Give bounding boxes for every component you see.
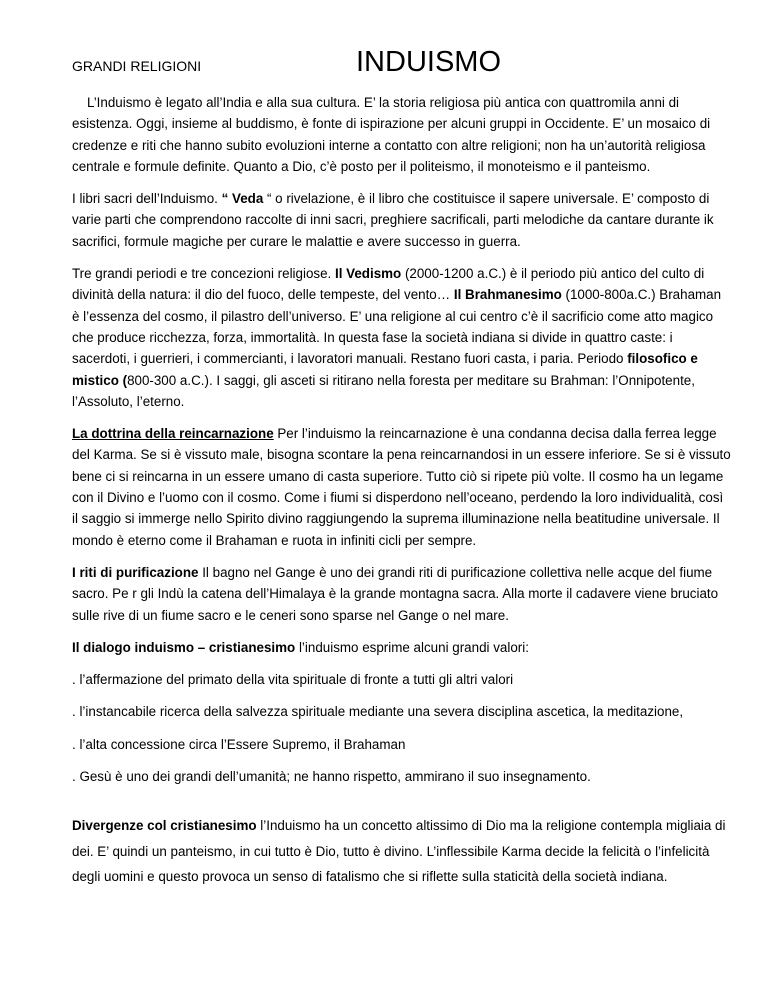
vedismo-term: Il Vedismo (335, 266, 402, 282)
document-page (72, 0, 732, 890)
riti-text: Il bagno nel Gange è uno dei grandi riti di purificazione collettiva nelle acque del fiume sacro. Pe r gli Indù la catena dell’Himalaya è la grande montagna sacra. Alla morte il cadavere viene bruciato sulle rive di un fiume sacro e le ceneri sono sparse nel Gange o nel mare. (72, 564, 719, 623)
periodi-paragraph (72, 263, 732, 412)
list-item: . l’affermazione del primato della vita spirituale di fronte a tutti gli altri valori (72, 672, 514, 688)
reincarnazione-text: Per l’induismo la reincarnazione è una condanna decisa dalla ferrea legge del Karma. Se si è vissuto male, bisogna scontare la pena reincarnandosi in un essere inferiore. Se si è vissuto bene ci si reincarna in un essere umano di casta superiore. Tutto ciò si ripete più volte. Il cosmo ha un legame con il Divino e l’uomo con il cosmo. Come i fiumi si disperdono nell’oceano, perdendo la loro individualità, così il saggio si immerge nello Spirito divino raggiungendo la suprema illuminazione nella beatitudine universale. Il mondo è eterno come il Brahaman e ruota in infiniti cicli per sempre. (72, 426, 731, 548)
list-item: . l’alta concessione circa l’Essere Supremo, il Brahaman (72, 736, 406, 752)
dialogo-heading: Il dialogo induismo – cristianesimo (72, 639, 296, 655)
periodi-text-4: 800-300 a.C.). I saggi, gli asceti si ritirano nella foresta per meditare su Brahman: l’Onnipotente, l’Assoluto, l’eterno. (72, 372, 695, 409)
libri-text-2: “ o rivelazione, è il libro che costituisce il sapere universale. E’ composto di varie parti che comprendono raccolte di inni sacri, preghiere sacrificali, parti melodiche da cantare durante ik sacrifici, formule magiche per curare le malattie e avere successo in guerra. (72, 191, 714, 249)
riti-paragraph (72, 562, 732, 626)
series-title: GRANDI RELIGIONI (72, 58, 202, 74)
divergenze-paragraph (72, 813, 732, 890)
veda-term: “ Veda (221, 191, 264, 207)
dialogo-paragraph (72, 637, 732, 658)
divergenze-text: l’Induismo ha un concetto altissimo di Dio ma la religione contempla migliaia di dei. E’ quindi un panteismo, in cui tutto è Dio, tutto è divino. L’inflessibile Karma decide la felicità o l’infelicità degli uomini e questo provoca un senso di fatalismo che si riflette sulla staticità della società indiana. (72, 818, 726, 885)
filosofico-term: filosofico e mistico ( (72, 351, 698, 388)
reincarnazione-heading: La dottrina della reincarnazione (72, 426, 274, 442)
dialogo-text: l’induismo esprime alcuni grandi valori: (295, 639, 529, 655)
libri-paragraph (72, 188, 732, 252)
list-item: . l’instancabile ricerca della salvezza spirituale mediante una severa disciplina ascetica, la meditazione, (72, 704, 684, 720)
divergenze-heading: Divergenze col cristianesimo (72, 818, 257, 834)
libri-text-1: I libri sacri dell’Induismo. (72, 191, 222, 207)
periodi-text-2: (2000-1200 a.C.) è il periodo più antico del culto di divinità della natura: il dio del fuoco, delle tempeste, del vento… (72, 266, 705, 303)
riti-heading: I riti di purificazione (72, 564, 199, 580)
intro-paragraph: L’Induismo è legato all’India e alla sua cultura. E’ la storia religiosa più antica con quattromila anni di esistenza. Oggi, insieme al buddismo, è fonte di ispirazione per alcuni gruppi in Occidente. E’ un mosaico di credenze e riti che hanno subito evoluzioni interne a contatto con altre religioni; non ha un’autorità religiosa centrale e formule definite. Quanto a Dio, c’è posto per il politeismo, il monoteismo e il panteismo. (72, 95, 711, 174)
list-item: . Gesù è uno dei grandi dell’umanità; ne hanno rispetto, ammirano il suo insegnamento. (72, 769, 591, 785)
brahmanesimo-term: Il Brahmanesimo (453, 287, 562, 303)
periodi-text-1: Tre grandi periodi e tre concezioni religiose. (72, 266, 335, 282)
periodi-text-3: (1000-800a.C.) Brahaman è l’essenza del cosmo, il pilastro dell’universo. E’ una religione al cui centro c’è il sacrificio come atto magico che produce ricchezza, forza, immortalità. In questa fase la società indiana si divide in quattro caste: i sacerdoti, i guerrieri, i commercianti, i lavoratori manuali. Restano fuori casta, i paria. Periodo (72, 287, 722, 367)
page-title: INDUISMO (356, 46, 501, 78)
reincarnazione-paragraph (72, 423, 732, 551)
document-header (72, 0, 732, 92)
